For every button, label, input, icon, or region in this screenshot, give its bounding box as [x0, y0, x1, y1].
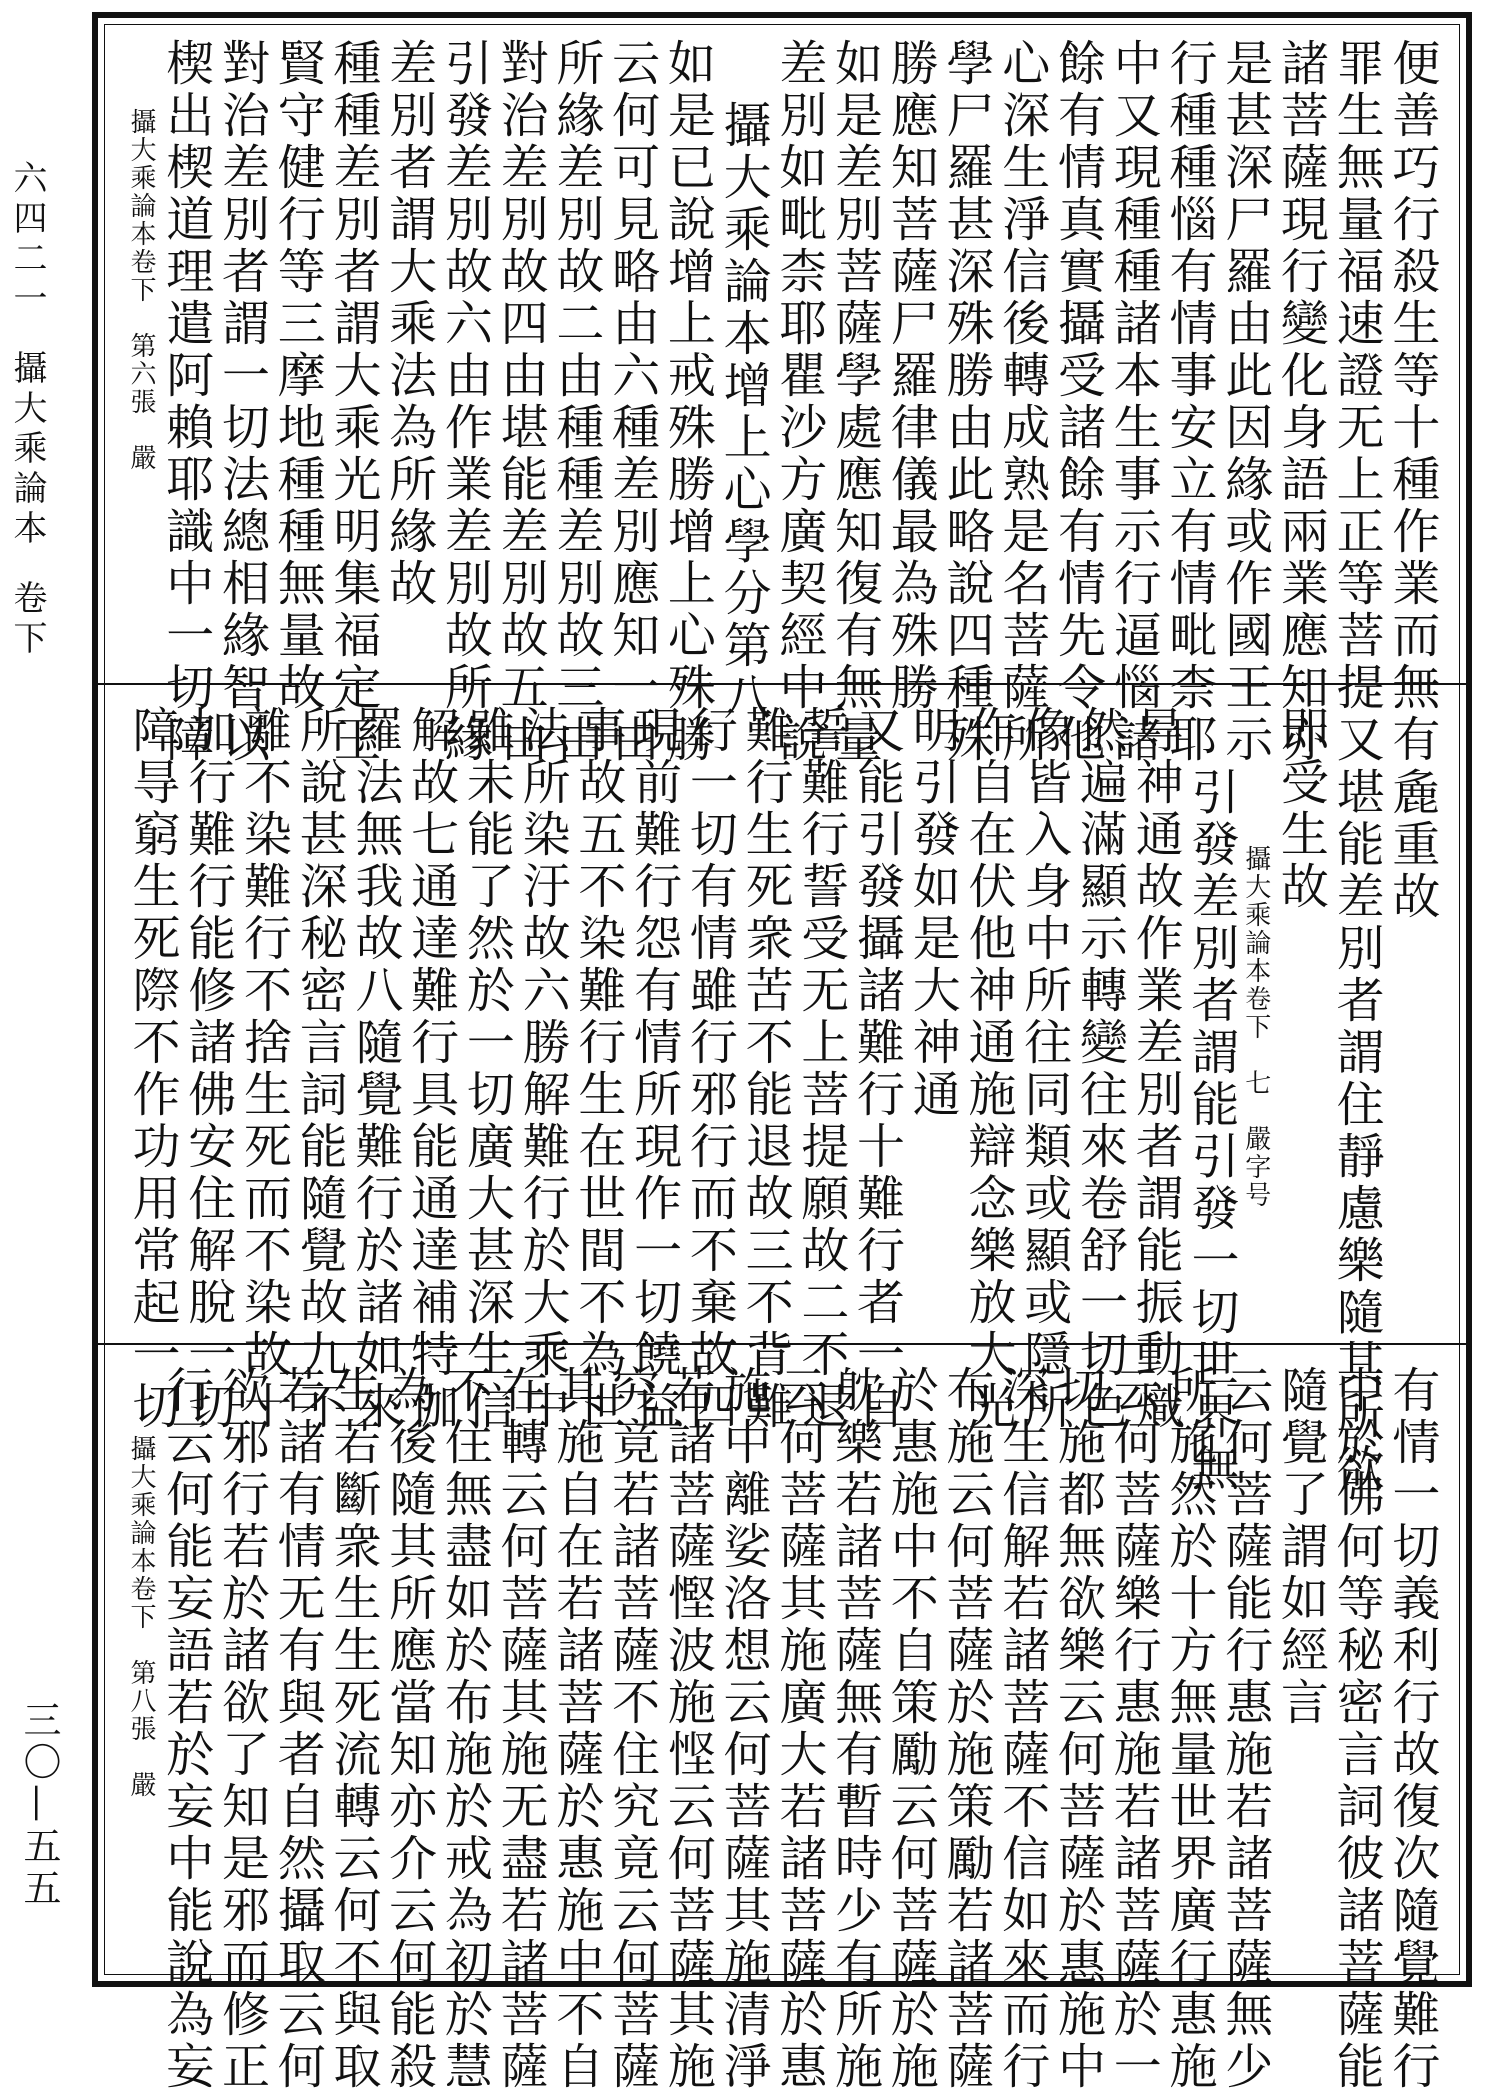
text-column: 所說甚深秘密言詞能隨覺故九不: [291, 705, 348, 1433]
text-column: 誓難行誓受无上菩提願故二不退: [792, 705, 849, 1433]
text-column: 事故五不染難行生在世間不為世: [569, 705, 626, 1433]
text-column: 解故七通達難行具能通達補特伽: [402, 705, 459, 1433]
panel-columns: [124, 705, 1440, 1495]
text-column: 中又現種種諸本生事示行逼惱諸: [1105, 38, 1162, 766]
text-column: 行一切有情雖行邪行而不棄故四: [681, 705, 738, 1433]
margin-page-number: 三〇—五五: [17, 1700, 61, 1910]
text-column: 賢守健行等三摩地種種無量故: [269, 38, 326, 714]
margin-caption-volume: [7, 160, 47, 660]
text-column: 諸菩薩現行變化身語兩業應知亦: [1272, 38, 1329, 766]
text-column: 所施然於十方無量世界廣行惠施: [1160, 1365, 1217, 2093]
text-column: 心深生淨信後轉成熟是名菩薩所: [993, 38, 1050, 766]
text-column: 然遍滿顯示轉變往來卷舒一切色: [1071, 705, 1128, 1433]
text-column: 有情一切義利行故復次隨覺難行: [1383, 1365, 1440, 2093]
text-column: 楔出楔道理遣阿賴耶識中一切障: [157, 38, 214, 766]
text-column: 加行難行能修諸佛安住解脫一切: [179, 705, 236, 1433]
text-column: 對治差別故四由堪能差別故五由: [492, 38, 549, 766]
text-column: 是甚深尸羅由此因緣或作國王示: [1216, 38, 1273, 766]
page-frame: [92, 12, 1472, 2093]
text-column: 在轉云何菩薩其施无盡若諸菩薩: [492, 1365, 549, 2093]
text-panel-bottom: [98, 1343, 1466, 2093]
text-column: 差別如毗柰耶瞿沙方廣契經中說: [770, 38, 827, 766]
text-column: 便善巧行殺生等十種作業而無有: [1383, 38, 1440, 766]
text-column: 種種差別者謂大乘光明集福定王: [324, 38, 381, 766]
text-column: 若諸菩薩慳波施悭云何菩薩其施: [659, 1365, 716, 2093]
text-column: 難行生死衆苦不能退故三不背難: [737, 705, 794, 1433]
text-column: 離不染難行不捨生死而不染故十: [235, 705, 292, 1433]
text-column: 生若斷衆生生死流轉云何不與取: [324, 1365, 381, 2093]
panel-footer-caption: 攝大乘論本卷下 第六張 嚴: [126, 108, 156, 472]
margin-catalog-number: 六四二一: [7, 160, 47, 320]
text-column: 學尸羅甚深殊勝由此略說四種殊: [938, 38, 995, 766]
text-column: 切施都無欲樂云何菩薩於惠施中: [1049, 1365, 1106, 2093]
text-panel-top: [98, 18, 1466, 766]
panel-footer-caption: 攝大乘論本卷下 第八張 嚴: [126, 1435, 156, 1799]
text-column: 勝應知菩薩尸羅律儀最為殊勝: [882, 38, 939, 714]
text-column: 現前難行怨有情所現作一切饒益: [625, 705, 682, 1433]
text-column: 攝大乘論本增上心學分第八: [715, 100, 772, 724]
text-column: 欲邪行若於諸欲了知是邪而修正: [213, 1365, 270, 2093]
text-column: 於惠施中不自策勵云何菩薩於施: [882, 1365, 939, 2093]
text-column: 罪生無量福速證无上正等菩提又: [1328, 38, 1385, 766]
margin-book-title: 攝大乘論本: [7, 350, 47, 550]
text-column: 為後隨其所應當知亦介云何能殺: [380, 1365, 437, 2093]
text-column: 深生信解若諸菩薩不信如來而行: [993, 1365, 1050, 2093]
text-column: 如是差別菩薩學處應知復有無量: [826, 38, 883, 766]
text-column: 躭樂若諸菩薩無有暫時少有所施: [826, 1365, 883, 2093]
text-column: 行云何能妄語若於妄中能說為妄: [157, 1365, 214, 2093]
panel-columns: [126, 1365, 1440, 2093]
text-column: 又能引發攝諸難行十難行者一自: [848, 705, 905, 1433]
text-column: 引發差別者謂能引發一切世界無: [1182, 767, 1239, 1495]
text-column: 云何菩薩能行惠施若諸菩薩無少: [1216, 1365, 1273, 2093]
text-column: 云何菩薩其施廣大若諸菩薩於惠: [770, 1365, 827, 2093]
text-column: 餘有情真實攝受諸餘有情先令他: [1049, 38, 1106, 766]
text-column: 明引發如是大神通: [904, 705, 961, 1121]
text-panel-middle: [98, 683, 1466, 1495]
text-column: 究竟若諸菩薩不住究竟云何菩薩: [603, 1365, 660, 2093]
panel-columns: [126, 38, 1440, 766]
text-column: 羅法無我故八隨覺難行於諸如來: [346, 705, 403, 1433]
text-column: 㝵神通故作業差別者謂能振動熾: [1127, 705, 1184, 1433]
text-column: 對治差別者謂一切法總相緣智以: [213, 38, 270, 766]
text-column: 如是已說增上戒殊勝增上心殊勝: [659, 38, 716, 766]
text-column: 云何可見略由六種差別應知一由: [603, 38, 660, 766]
text-column: 布施云何菩薩於施策勵若諸菩薩: [938, 1365, 995, 2093]
text-column: 障㝵窮生死際不作功用常起一切: [124, 705, 180, 1433]
text-column: 所緣差別故二由種種差別故三由: [547, 38, 604, 766]
text-column: 不住無盡如於布施於戒為初於慧: [436, 1365, 493, 2093]
text-column: 云何菩薩樂行惠施若諸菩薩於一: [1105, 1365, 1162, 2093]
text-column: 堪能差別者謂住靜慮樂隨其所欲: [1328, 767, 1385, 1495]
text-column: 雖未能了然於一切廣大甚深生信: [458, 705, 515, 1433]
text-column: 中於佛何等秘密言詞彼諸菩薩能: [1328, 1365, 1385, 2093]
text-column: 若諸有情无有與者自然攝取云何: [269, 1365, 326, 2093]
text-column: 引發差別故六由作業差別故所緣: [436, 38, 493, 766]
gutter-caption: 攝大乘論本卷下 七 嚴字号: [1240, 845, 1271, 1209]
text-column: 行種種惱有情事安立有情毗柰耶: [1160, 38, 1217, 766]
text-column: 其施自在若諸菩薩於惠施中不自: [547, 1365, 604, 2093]
text-column: 作自在伏他神通施辯念樂放大光: [960, 705, 1017, 1433]
text-column: 法所染汙故六勝解難行於大乘中: [514, 705, 571, 1433]
text-column: 像皆入身中所往同類或顯或隱所: [1015, 705, 1072, 1433]
margin-volume: 卷下: [7, 580, 47, 660]
text-column: 麁重故: [1383, 767, 1440, 923]
text-column: 差別者謂大乘法為所緣故: [380, 38, 437, 610]
text-column: 即受生故: [1272, 705, 1329, 913]
text-column: 隨覺了謂如經言: [1272, 1365, 1329, 1729]
text-column: 施中離娑洛想云何菩薩其施清淨: [715, 1365, 772, 2093]
